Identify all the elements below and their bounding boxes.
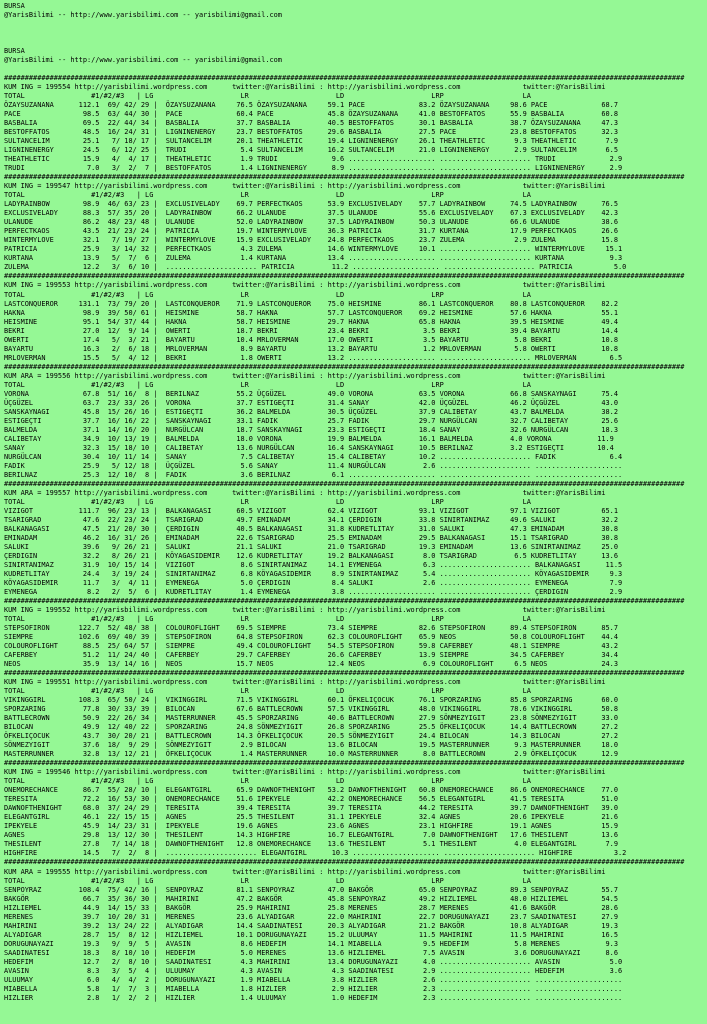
text-line: MERENES 39.7 10/ 20/ 31 | MERENES 23.6 ALYADIGAR 22.0 MAHIRINI 22.7 DORUGUNAYAZI 23.7 SAADINATESI 27.9 bbox=[4, 912, 618, 921]
text-line: ELEGANTGIRL 46.1 22/ 15/ 15 | AGNES 25.5 THESILENT 31.1 IPEKYELE 32.4 AGNES 20.6 IPEKYELE 21.6 bbox=[4, 813, 618, 822]
text-line: HIZLIER 2.8 1/ 2/ 2 | HIZLIER 1.4 ULUUMAY 1.0 HEDEFIM 2.3 ...................... ..................... bbox=[4, 993, 623, 1002]
text-line: KUM ARA = 199555 http://yarisbilimi.wordpress.com twitter:@YarisBilimi : http://yarisbilimi.wordpress.com twitter:@YarisBilimi bbox=[4, 867, 606, 876]
text-line: MASTERRUNNER 32.8 13/ 12/ 21 | ÖFKELIÇOCUK 1.4 MASTERRUNNER 10.0 MASTERRUNNER 8.0 BATTLECROWN 2.9 ÖFKELIÇOCUK 12.9 bbox=[4, 750, 618, 759]
text-line: TOTAL #1/#2/#3 | LG LR LD LRP LA bbox=[4, 876, 531, 885]
text-line: BERILNAZ 25.3 12/ 10/ 8 | FADIK 3.6 BERILNAZ 6.1 ..................... ...................... ..................... bbox=[4, 470, 623, 479]
text-line: VIZIGOT 111.7 96/ 23/ 13 | BALKANAGASI 60.5 VIZIGOT 62.4 VIZIGOT 93.1 VIZIGOT 97.1 VIZIGOT 65.1 bbox=[4, 506, 618, 515]
text-line: EMINADAM 46.2 16/ 31/ 26 | EMINADAM 22.6 TSARIGRAD 25.5 EMINADAM 29.5 BALKANAGASI 15.1 TSARIGRAD 30.8 bbox=[4, 533, 618, 542]
text-line bbox=[4, 29, 684, 38]
text-line: BALMELDA 37.1 14/ 16/ 20 | NURGÜLCAN 18.7 SANSKAYNAGI 23.3 ESTIGEÇTI 18.4 SANAY 32.6 NURGÜLCAN 18.3 bbox=[4, 425, 618, 434]
text-line: TOTAL #1/#2/#3 | LG LR LD LRP LA bbox=[4, 777, 531, 786]
text-line: KUM ING = 199547 http://yarisbilimi.wordpress.com twitter:@YarisBilimi : http://yarisbilimi.wordpress.com twitter:@YarisBilimi bbox=[4, 182, 606, 191]
text-line: SPORZARING 77.8 30/ 33/ 39 | BILOCAN 67.6 BATTLECROWN 57.5 VIKINGGIRL 48.0 VIKINGGIRL 78.6 VIKINGGIRL 50.8 bbox=[4, 705, 618, 714]
text-line: ULANUDE 86.2 48/ 23/ 48 | ULANUDE 52.0 LADYRAINBOW 37.5 LADYRAINBOW 50.3 ULANUDE 66.6 ULANUDE 38.6 bbox=[4, 218, 618, 227]
text-line: IPEKYELE 45.9 14/ 23/ 31 | IPEKYELE 19.6 AGNES 23.6 AGNES 23.1 HIGHFIRE 19.1 AGNES 15.9 bbox=[4, 822, 618, 831]
text-line: BALKANAGASI 47.5 21/ 20/ 30 | ÇERDIGIN 40.5 BALKANAGASI 31.8 KUDRETLITAY 31.0 SALUKI 47.3 EMINADAM 30.8 bbox=[4, 524, 618, 533]
text-line: KUM ARA = 199556 http://yarisbilimi.wordpress.com twitter:@YarisBilimi : http://yarisbilimi.wordpress.com twitter:@YarisBilimi bbox=[4, 371, 606, 380]
text-line: MRLOVERMAN 15.5 5/ 4/ 12 | BEKRI 1.8 OWERTI 13.2 ..................... ...................... MRLOVERMAN 6.5 bbox=[4, 353, 623, 362]
text-line: ZULEMA 12.2 3/ 6/ 10 | ...................... PATRICIA 11.2 ..................... ...................... PATRICIA 5.0 bbox=[4, 263, 627, 272]
text-line: VIKINGGIRL 108.3 65/ 50/ 24 | VIKINGGIRL 71.5 VIKINGGIRL 60.1 ÖFKELIÇOCUK 76.1 SPORZARING 85.8 SPORZARING 60.0 bbox=[4, 696, 618, 705]
text-line: HEISMINE 95.1 54/ 37/ 44 | HAKNA 58.7 HEISMINE 29.7 HAKNA 65.8 HAKNA 39.5 HEISMINE 49.4 bbox=[4, 317, 618, 326]
text-line: AVASIN 8.3 3/ 5/ 4 | ULUUMAY 4.3 AVASIN 4.3 SAADINATESI 2.9 ...................... HEDEFIM 3.6 bbox=[4, 966, 623, 975]
text-line: SANAY 32.3 15/ 18/ 10 | CALIBETAY 13.6 NURGÜLCAN 16.4 SANSKAYNAGI 10.5 BERILNAZ 3.2 ESTIGEÇTI 10.4 bbox=[4, 443, 614, 452]
text-line: SENPOYRAZ 108.4 75/ 42/ 16 | SENPOYRAZ 81.1 SENPOYRAZ 47.0 BAKGÖR 65.0 SENPOYRAZ 89.3 SENPOYRAZ 55.7 bbox=[4, 885, 618, 894]
text-line: TOTAL #1/#2/#3 | LG LR LD LRP LA bbox=[4, 92, 531, 101]
text-line: HEDEFIM 12.7 2/ 8/ 10 | SAADINATESI 4.3 MAHIRINI 13.4 DORUGUNAYAZI 4.0 ...................... AVASIN 5.0 bbox=[4, 957, 623, 966]
text-line: SAADINATESI 18.3 8/ 10/ 10 | HEDEFIM 5.0 MERENES 13.6 HIZLIEMEL 7.5 AVASIN 3.6 DORUGUNAYAZI 8.6 bbox=[4, 948, 618, 957]
text-line: #################################################################################################################################################################### bbox=[4, 759, 685, 768]
text-line: ESTIGEÇTI 37.7 16/ 16/ 22 | SANSKAYNAGI 33.1 FADIK 25.7 FADIK 29.7 NURGÜLCAN 32.7 CALIBETAY 25.6 bbox=[4, 416, 618, 425]
text-line: HAKNA 98.9 39/ 50/ 61 | HEISMINE 58.7 HAKNA 57.7 LASTCONQUEROR 69.2 HEISMINE 57.6 HAKNA 55.1 bbox=[4, 308, 618, 317]
text-line bbox=[4, 38, 684, 47]
text-line: ÜÇGÜZEL 63.7 23/ 33/ 26 | VORONA 37.7 ESTIGEÇTI 31.4 SANAY 42.0 ÜÇGÜZEL 46.2 ÜÇGÜZEL 43.0 bbox=[4, 398, 618, 407]
text-line: DAWNOFTHENIGHT 68.0 37/ 24/ 29 | TERESITA 39.4 TERESITA 39.7 TERESITA 44.2 TERESITA 39.7 DAWNOFTHENIGHT 39.0 bbox=[4, 804, 618, 813]
text-line: @YarisBilimi -- http://www.yarisbilimi.com -- yarisbilimi@gmail.com bbox=[4, 11, 282, 20]
text-line: KUM ING = 199552 http://yarisbilimi.wordpress.com twitter:@YarisBilimi : http://yarisbilimi.wordpress.com twitter:@YarisBilimi bbox=[4, 606, 606, 615]
text-line: ÖZAYSUZANANA 112.1 69/ 42/ 29 | ÖZAYSUZANANA 76.5 ÖZAYSUZANANA 59.1 PACE 83.2 ÖZAYSUZANANA 98.6 PACE 68.7 bbox=[4, 101, 618, 110]
text-line: #################################################################################################################################################################### bbox=[4, 479, 685, 488]
text-line: HIZLIEMEL 44.9 14/ 15/ 33 | BAKGÖR 25.9 MAHIRINI 25.8 MERENES 28.7 MERENES 41.6 BAKGÖR 28.6 bbox=[4, 903, 618, 912]
text-line: BEKRI 27.0 12/ 9/ 14 | OWERTI 18.7 BEKRI 23.4 BEKRI 3.5 BEKRI 39.4 BAYARTU 14.4 bbox=[4, 326, 618, 335]
text-line: FADIK 25.9 5/ 12/ 18 | ÜÇGÜZEL 5.6 SANAY 11.4 NURGÜLCAN 2.6 ...................... ..................... bbox=[4, 461, 623, 470]
text-line: BESTOFFATOS 48.5 16/ 24/ 31 | LIGNINENERGY 23.7 BESTOFFATOS 29.6 BASBALIA 27.5 PACE 23.8 BESTOFFATOS 32.3 bbox=[4, 128, 618, 137]
text-document bbox=[4, 2, 684, 1003]
text-line: BATTLECROWN 50.9 22/ 26/ 34 | MASTERRUNNER 45.5 SPORZARING 40.6 BATTLECROWN 27.9 SÖNMEZYIGIT 23.8 SÖNMEZYIGIT 33.0 bbox=[4, 714, 618, 723]
text-line: SIEMPRE 102.6 69/ 40/ 39 | STEPSOFIRON 64.8 STEPSOFIRON 62.3 COLOUROFLIGHT 65.9 NEOS 50.8 COLOUROFLIGHT 44.4 bbox=[4, 633, 618, 642]
text-line: ULUUMAY 6.0 4/ 4/ 2 | DORUGUNAYAZI 1.9 MIABELLA 3.8 HIZLIER 2.6 ...................... ..................... bbox=[4, 975, 623, 984]
text-line: TOTAL #1/#2/#3 | LG LR LD LRP LA bbox=[4, 615, 531, 624]
text-line: STEPSOFIRON 122.7 52/ 48/ 38 | COLOUROFLIGHT 69.5 SIEMPRE 73.4 SIEMPRE 82.6 STEPSOFIRON 89.4 STEPSOFIRON 85.7 bbox=[4, 624, 618, 633]
text-line: SALUKI 39.6 9/ 26/ 21 | SALUKI 21.1 SALUKI 21.0 TSARIGRAD 19.3 EMINADAM 13.6 SINIRTANIMAZ 25.0 bbox=[4, 542, 618, 551]
text-line: THEATHLETIC 15.9 4/ 4/ 17 | THEATHLETIC 1.9 TRUDI 9.6 ..................... ...................... TRUDI 2.9 bbox=[4, 155, 623, 164]
text-line: COLOUROFLIGHT 88.5 25/ 64/ 57 | SIEMPRE 49.4 COLOUROFLIGHT 54.5 STEPSOFIRON 59.8 CAFERBEY 48.1 SIEMPRE 43.2 bbox=[4, 642, 618, 651]
text-line: HIGHFIRE 14.5 7/ 2/ 8 | ...................... ELEGANTGIRL 10.3 ..................... ...................... HIGHFIRE 3.2 bbox=[4, 849, 627, 858]
text-line: MAHIRINI 39.2 13/ 24/ 22 | ALYADIGAR 14.4 SAADINATESI 20.3 ALYADIGAR 21.2 BAKGÖR 10.8 ALYADIGAR 19.3 bbox=[4, 921, 618, 930]
text-line: TRUDI 7.0 3/ 2/ 7 | BESTOFFATOS 1.4 LIGNINENERGY 8.9 ..................... ...................... LIGNINENERGY 2.9 bbox=[4, 164, 623, 173]
text-line: BURSA bbox=[4, 2, 25, 10]
text-line: WINTERMYLOVE 32.1 7/ 19/ 27 | WINTERMYLOVE 15.9 EXCLUSIVELADY 24.8 PERFECTKAOS 23.7 ZULEMA 2.9 ZULEMA 15.8 bbox=[4, 236, 618, 245]
text-line: KURTANA 13.9 5/ 7/ 6 | ZULEMA 1.4 KURTANA 13.4 ..................... ...................... KURTANA 9.3 bbox=[4, 254, 623, 263]
text-line: BAKGÖR 66.7 35/ 36/ 30 | MAHIRINI 47.2 BAKGÖR 45.8 SENPOYRAZ 49.2 HIZLIEMEL 48.0 HIZLIEMEL 54.5 bbox=[4, 894, 618, 903]
text-line: TOTAL #1/#2/#3 | LG LR LD LRP LA bbox=[4, 380, 531, 389]
text-line: THESILENT 27.8 7/ 14/ 18 | DAWNOFTHENIGHT 12.8 ONEMORECHANCE 13.6 THESILENT 5.1 THESILENT 4.0 ELEGANTGIRL 7.9 bbox=[4, 840, 618, 849]
text-line: #################################################################################################################################################################### bbox=[4, 858, 685, 867]
text-line: LASTCONQUEROR 131.1 73/ 79/ 20 | LASTCONQUEROR 71.9 LASTCONQUEROR 75.0 HEISMINE 86.1 LASTCONQUEROR 80.8 LASTCONQUEROR 82.2 bbox=[4, 299, 618, 308]
text-line: TSARIGRAD 47.6 22/ 23/ 24 | TSARIGRAD 49.7 EMINADAM 34.1 ÇERDIGIN 33.8 SINIRTANIMAZ 49.6 SALUKI 32.2 bbox=[4, 515, 618, 524]
text-line: KUM ING = 199546 http://yarisbilimi.wordpress.com twitter:@YarisBilimi : http://yarisbilimi.wordpress.com twitter:@YarisBilimi bbox=[4, 768, 606, 777]
text-line bbox=[4, 20, 684, 29]
text-line: ÖFKELIÇOCUK 43.7 30/ 20/ 21 | BATTLECROWN 14.3 ÖFKELIÇOCUK 20.5 SÖNMEZYIGIT 24.4 BILOCAN 14.3 BILOCAN 27.2 bbox=[4, 732, 618, 741]
text-line: KÖYAGASIDEMIR 11.7 3/ 4/ 11 | EYMENEGA 5.0 ÇERDIGIN 8.4 SALUKI 2.6 ...................... EYMENEGA 7.9 bbox=[4, 579, 623, 587]
text-line: LIGNINENERGY 24.5 6/ 12/ 25 | TRUDI 5.4 SULTANCELIM 16.2 SULTANCELIM 21.0 LIGNINENERGY 2.9 SULTANCELIM 6.5 bbox=[4, 146, 618, 155]
text-line: CALIBETAY 34.9 10/ 13/ 19 | BALMELDA 18.0 VORONA 19.9 BALMELDA 16.1 BALMELDA 4.0 VORONA 11.9 bbox=[4, 434, 614, 443]
text-line: KUM ING = 199553 http://yarisbilimi.wordpress.com twitter:@YarisBilimi : http://yarisbilimi.wordpress.com twitter:@YarisBilimi bbox=[4, 281, 606, 290]
text-line: AGNES 29.8 13/ 12/ 30 | THESILENT 14.3 HIGHFIRE 16.7 ELEGANTGIRL 7.0 DAWNOFTHENIGHT 17.6 THESILENT 13.6 bbox=[4, 831, 618, 840]
text-line: NEOS 35.9 13/ 14/ 16 | NEOS 15.7 NEOS 12.4 NEOS 6.9 COLOUROFLIGHT 6.5 NEOS 24.3 bbox=[4, 660, 618, 669]
text-line: EYMENEGA 8.2 2/ 5/ 6 | KUDRETLITAY 1.4 EYMENEGA 3.8 ..................... ...................... ÇERDIGIN 2.9 bbox=[4, 588, 623, 597]
text-line: KUDRETLITAY 24.4 3/ 19/ 24 | SINIRTANIMAZ 6.8 KÖYAGASIDEMIR 8.9 SINIRTANIMAZ 5.4 ...................... KÖYAGASIDEMIR 9.3 bbox=[4, 569, 623, 578]
text-line: SANSKAYNAGI 45.8 15/ 26/ 16 | ESTIGEÇTI 36.2 BALMELDA 30.5 ÜÇGÜZEL 37.9 CALIBETAY 43.7 BALMELDA 38.2 bbox=[4, 407, 618, 416]
text-line: TOTAL #1/#2/#3 | LG LR LD LRP LA bbox=[4, 497, 531, 506]
text-line: PATRICIA 25.9 3/ 14/ 32 | PERFECTKAOS 4.3 ZULEMA 14.6 WINTERMYLOVE 10.1 ...................... WINTERMYLOVE 15.1 bbox=[4, 245, 623, 254]
text-line: PACE 98.5 63/ 44/ 30 | PACE 60.4 PACE 45.8 ÖZAYSUZANANA 41.0 BESTOFFATOS 55.9 BASBALIA 60.8 bbox=[4, 110, 618, 119]
text-line: #################################################################################################################################################################### bbox=[4, 74, 685, 83]
text-line: @YarisBilimi -- http://www.yarisbilimi.com -- yarisbilimi@gmail.com bbox=[4, 56, 282, 65]
text-line: SINIRTANIMAZ 31.9 10/ 15/ 14 | VIZIGOT 8.6 SINIRTANIMAZ 14.1 EYMENEGA 6.3 ...................... BALKANAGASI 11.5 bbox=[4, 560, 623, 569]
text-line: #################################################################################################################################################################### bbox=[4, 362, 685, 371]
text-line: OWERTI 17.4 5/ 3/ 21 | BAYARTU 10.4 MRLOVERMAN 17.0 OWERTI 3.5 BAYARTU 5.8 BEKRI 10.8 bbox=[4, 335, 618, 344]
text-line: DORUGUNAYAZI 19.3 9/ 9/ 5 | AVASIN 8.6 HEDEFIM 14.1 MIABELLA 9.5 HEDEFIM 5.8 MERENES 9.3 bbox=[4, 939, 618, 948]
text-line: #################################################################################################################################################################### bbox=[4, 272, 685, 281]
text-line: TOTAL #1/#2/#3 | LG LR LD LRP LA bbox=[4, 687, 531, 696]
text-line: ONEMORECHANCE 86.7 55/ 28/ 10 | ELEGANTGIRL 65.9 DAWNOFTHENIGHT 53.2 DAWNOFTHENIGHT 60.8 ONEMORECHANCE 86.6 ONEMORECHANCE 77.0 bbox=[4, 786, 618, 795]
text-line: SÖNMEZYIGIT 37.6 18/ 9/ 29 | SÖNMEZYIGIT 2.9 BILOCAN 13.6 BILOCAN 19.5 MASTERRUNNER 9.3 MASTERRUNNER 18.0 bbox=[4, 741, 618, 750]
text-line: BASBALIA 69.5 22/ 44/ 34 | BASBALIA 37.7 BASBALIA 40.5 BESTOFFATOS 30.1 BASBALIA 38.7 ÖZAYSUZANANA 47.3 bbox=[4, 119, 618, 128]
text-line: NURGÜLCAN 30.4 10/ 11/ 14 | SANAY 7.5 CALIBETAY 15.4 CALIBETAY 10.2 ...................... FADIK 6.4 bbox=[4, 452, 623, 461]
text-line: VORONA 67.8 51/ 16/ 8 | BERILNAZ 55.2 ÜÇGÜZEL 49.0 VORONA 63.5 VORONA 66.8 SANSKAYNAGI 75.4 bbox=[4, 389, 618, 398]
text-line: #################################################################################################################################################################### bbox=[4, 597, 685, 606]
text-line: SULTANCELIM 25.1 7/ 18/ 17 | SULTANCELIM 20.1 THEATHLETIC 19.4 LIGNINENERGY 26.1 THEATHLETIC 9.3 THEATHLETIC 7.9 bbox=[4, 137, 618, 146]
text-line: KUM ING = 199551 http://yarisbilimi.wordpress.com twitter:@YarisBilimi : http://yarisbilimi.wordpress.com twitter:@YarisBilimi bbox=[4, 678, 606, 687]
text-line: KUM ARA = 199557 http://yarisbilimi.wordpress.com twitter:@YarisBilimi : http://yarisbilimi.wordpress.com twitter:@YarisBilimi bbox=[4, 488, 606, 497]
text-line: BAYARTU 16.3 2/ 6/ 18 | MRLOVERMAN 8.9 BAYARTU 13.2 BAYARTU 1.2 MRLOVERMAN 5.8 OWERTI 10.8 bbox=[4, 344, 618, 353]
text-line: #################################################################################################################################################################### bbox=[4, 669, 685, 678]
text-line: ÇERDIGIN 32.2 8/ 26/ 21 | KÖYAGASIDEMIR 12.6 KUDRETLITAY 19.2 BALKANAGASI 8.0 TSARIGRAD 6.5 KUDRETLITAY 13.6 bbox=[4, 551, 618, 560]
text-line: TOTAL #1/#2/#3 | LG LR LD LRP LA bbox=[4, 290, 531, 299]
text-line: BILOCAN 49.9 12/ 40/ 22 | SPORZARING 24.8 SÖNMEZYIGIT 26.8 SPORZARING 25.5 ÖFKELIÇOCUK 14.4 BATTLECROWN 27.2 bbox=[4, 723, 618, 732]
text-line: MIABELLA 5.8 1/ 7/ 3 | MIABELLA 1.8 HIZLIER 2.9 HIZLIER 2.3 ...................... ..................... bbox=[4, 984, 623, 993]
text-line: EXCLUSIVELADY 88.3 57/ 35/ 20 | LADYRAINBOW 66.2 ULANUDE 37.5 ULANUDE 55.6 EXCLUSIVELADY 67.3 EXCLUSIVELADY 42.3 bbox=[4, 209, 618, 218]
text-line: TERESITA 72.2 16/ 53/ 30 | ONEMORECHANCE 51.6 IPEKYELE 42.2 ONEMORECHANCE 56.5 ELEGANTGIRL 41.5 TERESITA 51.0 bbox=[4, 795, 618, 804]
text-line: #################################################################################################################################################################### bbox=[4, 173, 685, 182]
text-line: TOTAL #1/#2/#3 | LG LR LD LRP LA bbox=[4, 191, 531, 200]
text-line: ALYADIGAR 28.7 15/ 8/ 12 | HIZLIEMEL 10.1 DORUGUNAYAZI 15.2 ULUUMAY 11.5 MAHIRINI 11.5 MAHIRINI 16.5 bbox=[4, 930, 618, 939]
text-line bbox=[4, 65, 684, 74]
text-line: KUM ING = 199554 http://yarisbilimi.wordpress.com twitter:@YarisBilimi : http://yarisbilimi.wordpress.com twitter:@YarisBilimi bbox=[4, 83, 606, 92]
text-line: CAFERBEY 51.2 11/ 24/ 40 | CAFERBEY 29.7 CAFERBEY 26.6 CAFERBEY 13.9 SIEMPRE 34.5 CAFERBEY 34.4 bbox=[4, 651, 618, 660]
text-line: LADYRAINBOW 98.9 46/ 63/ 23 | EXCLUSIVELADY 69.7 PERFECTKAOS 53.9 EXCLUSIVELADY 57.7 LADYRAINBOW 74.5 LADYRAINBOW 76.5 bbox=[4, 200, 618, 209]
text-line: PERFECTKAOS 43.5 21/ 23/ 24 | PATRICIA 19.7 WINTERMYLOVE 36.3 PATRICIA 31.7 KURTANA 17.9 PERFECTKAOS 26.6 bbox=[4, 227, 618, 236]
text-line: BURSA bbox=[4, 47, 25, 56]
